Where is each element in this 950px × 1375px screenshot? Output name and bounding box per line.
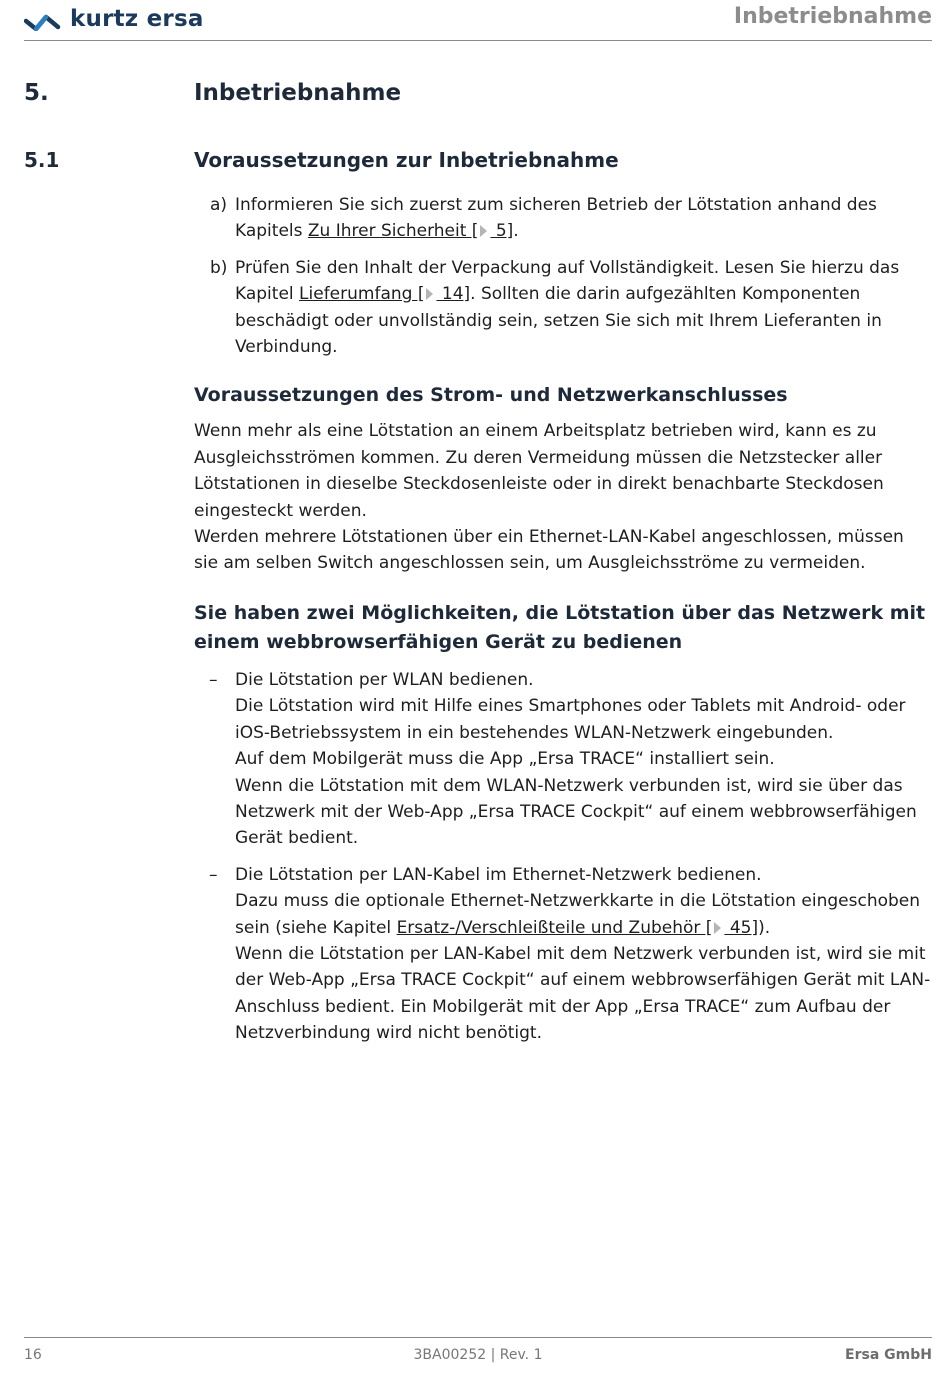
- option-wlan: [194, 667, 932, 852]
- step-text: Informieren Sie sich zuerst zum sicheren Betrieb der Lötstation anhand des Kapitels: [235, 195, 877, 242]
- option-lan: [194, 862, 932, 1047]
- page-ref-arrow-icon: [480, 225, 487, 237]
- step-b: b) Prüfen Sie den Inhalt der Verpackung auf Vollständigkeit. Lesen Sie hierzu das Kapitel Lieferumfang [ 14]. Sollten die darin aufgezählten Komponenten beschädigt oder unvollständig sein, setzen Sie sich mit Ihrem Lieferanten in Verbindung.: [194, 255, 932, 361]
- power-network-heading: Voraussetzungen des Strom- und Netzwerkanschlusses: [194, 384, 788, 407]
- option-text: Dazu muss die optionale Ethernet-Netzwerkkarte in die Lötstation eingeschoben sein (siehe Kapitel Ersatz-/Verschleißteile und Zubehör [ 45]).: [235, 891, 921, 938]
- link-spare-parts[interactable]: Ersatz-/Verschleißteile und Zubehör [ 45]: [396, 917, 759, 938]
- logo-text: kurtz ersa: [70, 6, 204, 32]
- list-dash: –: [209, 669, 218, 690]
- option-text: Auf dem Mobilgerät muss die App „Ersa TRACE“ installiert sein.: [235, 749, 775, 770]
- step-label: a): [210, 195, 228, 215]
- option-title: Die Lötstation per WLAN bedienen.: [235, 669, 534, 690]
- page-ref-arrow-icon: [426, 288, 433, 300]
- list-dash: –: [209, 864, 218, 885]
- page-footer: [24, 1337, 932, 1375]
- options-heading: Sie haben zwei Möglichkeiten, die Lötstation über das Netzwerk mit einem webbrowserfähigen Gerät zu bedienen: [194, 601, 926, 653]
- option-text: Wenn die Lötstation per LAN-Kabel mit dem Netzwerk verbunden ist, wird sie mit der Web-App „Ersa TRACE Cockpit“ auf einem webbrowserfähigen Gerät mit LAN-Anschluss bedient. Ein Mobilgerät mit der App „Ersa TRACE“ zum Aufbau der Netzverbindung wird nicht benötigt.: [235, 943, 931, 1044]
- logo-chevron-icon: [24, 7, 62, 31]
- options-list: [194, 667, 932, 1047]
- option-title: Die Lötstation per LAN-Kabel im Ethernet-Netzwerk bedienen.: [235, 864, 762, 885]
- document-id: 3BA00252 | Rev. 1: [413, 1347, 543, 1363]
- company-name: Ersa GmbH: [845, 1347, 932, 1363]
- page-ref-arrow-icon: [714, 922, 721, 934]
- subsection-title: Voraussetzungen zur Inbetriebnahme: [194, 148, 619, 172]
- link-scope-of-delivery[interactable]: Lieferumfang [ 14]: [299, 284, 471, 305]
- section-number: 5.: [24, 80, 49, 106]
- link-safety-chapter[interactable]: Zu Ihrer Sicherheit [ 5]: [307, 221, 514, 242]
- section-title: Inbetriebnahme: [194, 80, 402, 106]
- main-content: [194, 192, 932, 1057]
- prerequisite-steps: [194, 192, 932, 360]
- step-label: b): [210, 257, 228, 278]
- option-text: Die Lötstation wird mit Hilfe eines Smartphones oder Tablets mit Android- oder iOS-Betriebssystem in ein bestehendes WLAN-Netzwerk eingebunden.: [235, 696, 906, 743]
- power-paragraph-1: Wenn mehr als eine Lötstation an einem Arbeitsplatz betrieben wird, kann es zu Ausgleichsströmen kommen. Zu deren Vermeidung müssen die Netzstecker aller Lötstationen in dieselbe Steckdosenleiste oder in direkt benachbarte Steckdosen eingesteckt werden.: [194, 421, 884, 521]
- option-text: Wenn die Lötstation mit dem WLAN-Netzwerk verbunden ist, wird sie über das Netzwerk mit der Web-App „Ersa TRACE Cockpit“ auf einem webbrowserfähigen Gerät bedient.: [235, 775, 917, 849]
- step-a: a) Informieren Sie sich zuerst zum sicheren Betrieb der Lötstation anhand des Kapitels Zu Ihrer Sicherheit [ 5].: [194, 192, 932, 245]
- power-paragraph-2: Werden mehrere Lötstationen über ein Ethernet-LAN-Kabel angeschlossen, müssen sie am selben Switch angeschlossen sein, um Ausgleichsströme zu vermeiden.: [194, 527, 904, 574]
- kurtz-ersa-logo: [24, 6, 204, 32]
- page-header: [24, 0, 932, 41]
- subsection-number: 5.1: [24, 148, 60, 172]
- page-number: 16: [24, 1347, 42, 1363]
- step-text: Prüfen Sie den Inhalt der Verpackung auf Vollständigkeit. Lesen Sie hierzu das Kapitel: [235, 257, 900, 305]
- running-header-title: Inbetriebnahme: [733, 4, 932, 29]
